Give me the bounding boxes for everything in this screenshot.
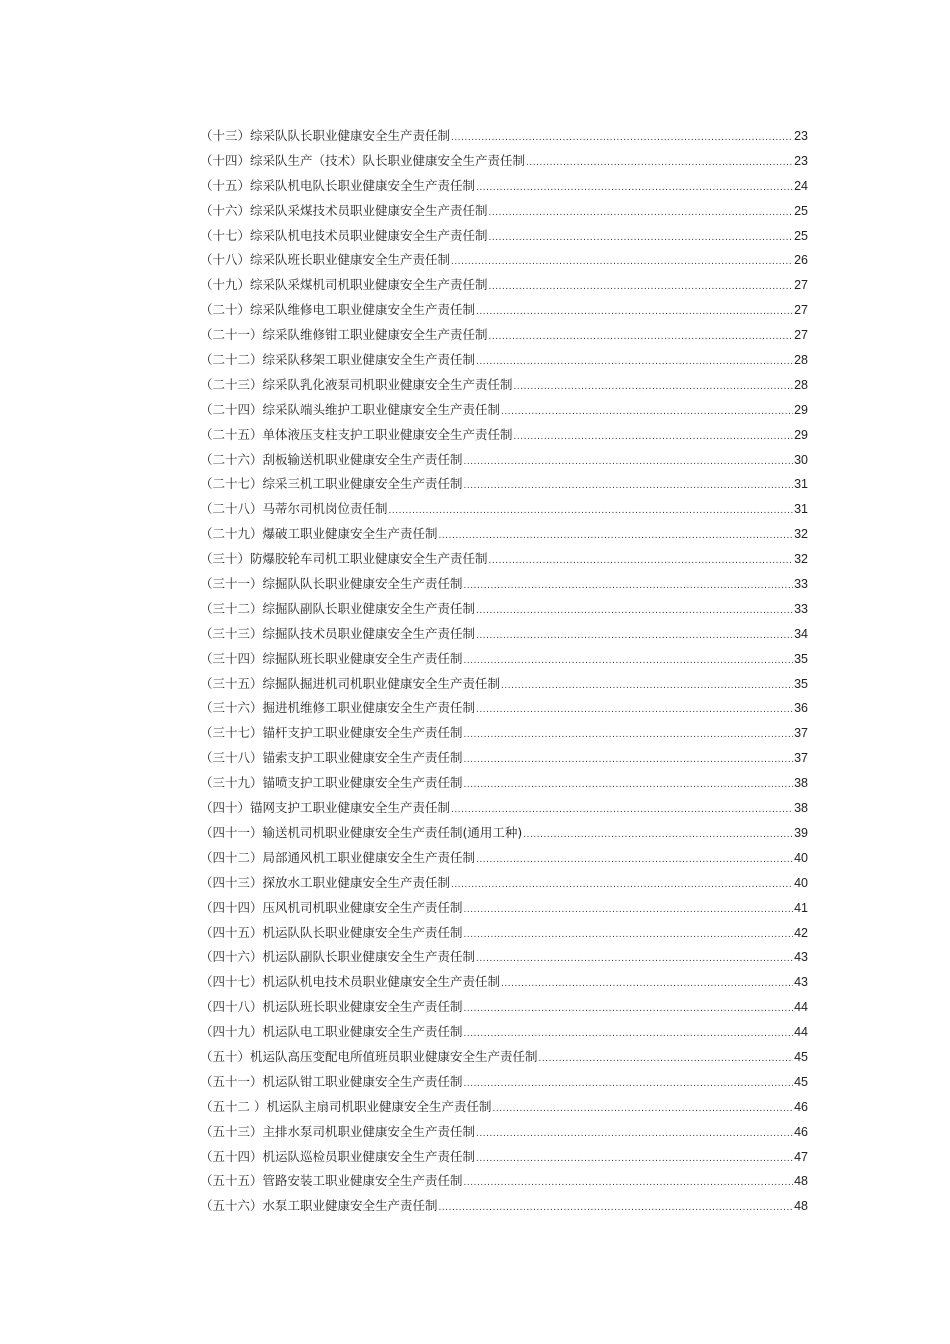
toc-entry[interactable] bbox=[200, 575, 808, 600]
toc-entry-page-number: 47 bbox=[794, 1149, 808, 1164]
toc-entry-page-number: 26 bbox=[794, 253, 808, 268]
toc-entry-title: （二十一）综采队维修钳工职业健康安全生产责任制 bbox=[200, 327, 488, 343]
toc-leader-dots bbox=[451, 253, 793, 271]
toc-entry-title: （四十三）探放水工职业健康安全生产责任制 bbox=[200, 874, 451, 890]
toc-entry-title: （三十九）锚喷支护工职业健康安全生产责任制 bbox=[200, 775, 463, 791]
toc-entry[interactable] bbox=[200, 251, 808, 276]
toc-leader-dots bbox=[489, 278, 794, 296]
toc-entry-title: （四十九）机运队电工职业健康安全生产责任制 bbox=[200, 1024, 463, 1040]
toc-leader-dots bbox=[476, 303, 793, 321]
toc-leader-dots bbox=[501, 975, 793, 993]
toc-entry-title: （二十七）综采三机工职业健康安全生产责任制 bbox=[200, 476, 463, 492]
toc-leader-dots bbox=[501, 403, 793, 421]
toc-entry-page-number: 37 bbox=[794, 726, 808, 741]
toc-leader-dots bbox=[464, 1075, 794, 1093]
toc-leader-dots bbox=[514, 428, 794, 446]
toc-leader-dots bbox=[476, 179, 793, 197]
toc-entry[interactable] bbox=[200, 650, 808, 675]
toc-entry[interactable] bbox=[200, 326, 808, 351]
toc-leader-dots bbox=[464, 1025, 794, 1043]
toc-entry-page-number: 46 bbox=[794, 1124, 808, 1139]
toc-entry-page-number: 36 bbox=[794, 701, 808, 716]
toc-entry-page-number: 29 bbox=[794, 427, 808, 442]
toc-entry-title: （三十一）综掘队队长职业健康安全生产责任制 bbox=[200, 576, 463, 592]
toc-entry-title: （三十）防爆胶轮车司机工职业健康安全生产责任制 bbox=[200, 551, 488, 567]
toc-entry[interactable] bbox=[200, 376, 808, 401]
toc-leader-dots bbox=[464, 926, 794, 944]
toc-entry-title: （四十六）机运队副队长职业健康安全生产责任制 bbox=[200, 949, 476, 965]
toc-entry-title: （五十四）机运队巡检员职业健康安全生产责任制 bbox=[200, 1148, 476, 1164]
toc-leader-dots bbox=[451, 129, 793, 147]
toc-entry-title: （五十三）主排水泵司机职业健康安全生产责任制 bbox=[200, 1123, 476, 1139]
toc-entry-page-number: 48 bbox=[794, 1199, 808, 1214]
toc-entry[interactable] bbox=[200, 475, 808, 500]
toc-entry[interactable] bbox=[200, 874, 808, 899]
toc-entry-title: （四十五）机运队队长职业健康安全生产责任制 bbox=[200, 924, 463, 940]
toc-entry[interactable] bbox=[200, 675, 808, 700]
toc-entry[interactable] bbox=[200, 202, 808, 227]
toc-leader-dots bbox=[476, 701, 793, 719]
toc-entry-title: （三十五）综掘队掘进机司机职业健康安全生产责任制 bbox=[200, 675, 501, 691]
toc-entry[interactable] bbox=[200, 426, 808, 451]
toc-entry-title: （三十二）综掘队副队长职业健康安全生产责任制 bbox=[200, 600, 476, 616]
toc-entry-page-number: 31 bbox=[794, 477, 808, 492]
toc-entry[interactable] bbox=[200, 774, 808, 799]
toc-entry-page-number: 43 bbox=[794, 950, 808, 965]
toc-leader-dots bbox=[464, 1174, 794, 1192]
toc-leader-dots bbox=[464, 577, 794, 595]
toc-leader-dots bbox=[476, 851, 793, 869]
toc-entry[interactable] bbox=[200, 301, 808, 326]
toc-entry-page-number: 31 bbox=[794, 502, 808, 517]
toc-entry-title: （五十）机运队高压变配电所值班员职业健康安全生产责任制 bbox=[200, 1048, 538, 1064]
toc-entry[interactable] bbox=[200, 276, 808, 301]
toc-entry[interactable] bbox=[200, 351, 808, 376]
toc-entry-page-number: 41 bbox=[794, 900, 808, 915]
toc-entry-page-number: 28 bbox=[794, 377, 808, 392]
toc-entry-title: （十八）综采队班长职业健康安全生产责任制 bbox=[200, 252, 451, 268]
toc-leader-dots bbox=[489, 229, 794, 247]
toc-entry[interactable] bbox=[200, 401, 808, 426]
toc-leader-dots bbox=[489, 552, 794, 570]
toc-entry-page-number: 25 bbox=[794, 228, 808, 243]
toc-entry-title: （二十八）马蒂尔司机岗位责任制 bbox=[200, 501, 388, 517]
toc-leader-dots bbox=[464, 726, 794, 744]
toc-leader-dots bbox=[464, 776, 794, 794]
toc-entry[interactable] bbox=[200, 625, 808, 650]
toc-entry-page-number: 35 bbox=[794, 651, 808, 666]
toc-leader-dots bbox=[439, 1199, 794, 1217]
toc-entry[interactable] bbox=[200, 1023, 808, 1048]
toc-entry-page-number: 42 bbox=[794, 925, 808, 940]
toc-entry-title: （三十六）掘进机维修工职业健康安全生产责任制 bbox=[200, 700, 476, 716]
toc-leader-dots bbox=[439, 527, 794, 545]
toc-leader-dots bbox=[492, 1100, 793, 1118]
toc-entry-page-number: 32 bbox=[794, 527, 808, 542]
toc-entry-title: （十九）综采队采煤机司机职业健康安全生产责任制 bbox=[200, 277, 488, 293]
toc-entry-page-number: 44 bbox=[794, 1000, 808, 1015]
toc-leader-dots bbox=[464, 477, 794, 495]
toc-leader-dots bbox=[389, 502, 794, 520]
toc-entry-page-number: 45 bbox=[794, 1049, 808, 1064]
toc-entry[interactable] bbox=[200, 500, 808, 525]
toc-entry[interactable] bbox=[200, 525, 808, 550]
toc-entry-page-number: 27 bbox=[794, 328, 808, 343]
toc-leader-dots bbox=[476, 353, 793, 371]
toc-entry-page-number: 38 bbox=[794, 801, 808, 816]
toc-entry-title: （五十二 ）机运队主扇司机职业健康安全生产责任制 bbox=[200, 1098, 492, 1114]
toc-leader-dots bbox=[451, 801, 793, 819]
toc-entry-page-number: 46 bbox=[794, 1099, 808, 1114]
toc-entry-page-number: 29 bbox=[794, 402, 808, 417]
toc-entry-page-number: 37 bbox=[794, 751, 808, 766]
toc-entry[interactable] bbox=[200, 1123, 808, 1148]
toc-leader-dots bbox=[489, 328, 794, 346]
toc-entry-title: （二十五）单体液压支柱支护工职业健康安全生产责任制 bbox=[200, 426, 513, 442]
toc-leader-dots bbox=[464, 751, 794, 769]
toc-entry-title: （二十二）综采队移架工职业健康安全生产责任制 bbox=[200, 352, 476, 368]
toc-entry-page-number: 48 bbox=[794, 1174, 808, 1189]
toc-entry-title: （四十一）输送机司机职业健康安全生产责任制(通用工种) bbox=[200, 824, 523, 840]
toc-entry[interactable] bbox=[200, 799, 808, 824]
toc-entry[interactable] bbox=[200, 924, 808, 949]
toc-leader-dots bbox=[476, 950, 793, 968]
toc-entry-title: （十五）综采队机电队长职业健康安全生产责任制 bbox=[200, 177, 476, 193]
toc-entry[interactable] bbox=[200, 227, 808, 252]
toc-leader-dots bbox=[489, 204, 794, 222]
toc-entry-title: （二十三）综采队乳化液泵司机职业健康安全生产责任制 bbox=[200, 376, 513, 392]
toc-entry-title: （五十一）机运队钳工职业健康安全生产责任制 bbox=[200, 1073, 463, 1089]
toc-entry[interactable] bbox=[200, 998, 808, 1023]
toc-entry-page-number: 40 bbox=[794, 850, 808, 865]
toc-entry-page-number: 38 bbox=[794, 776, 808, 791]
toc-entry-page-number: 33 bbox=[794, 577, 808, 592]
toc-entry-title: （四十七）机运队机电技术员职业健康安全生产责任制 bbox=[200, 974, 501, 990]
toc-entry[interactable] bbox=[200, 152, 808, 177]
toc-entry-page-number: 45 bbox=[794, 1074, 808, 1089]
toc-entry[interactable] bbox=[200, 1048, 808, 1073]
toc-entry[interactable] bbox=[200, 749, 808, 774]
toc-entry-page-number: 27 bbox=[794, 278, 808, 293]
toc-entry[interactable] bbox=[200, 824, 808, 849]
toc-entry-title: （十六）综采队采煤技术员职业健康安全生产责任制 bbox=[200, 202, 488, 218]
toc-entry[interactable] bbox=[200, 1073, 808, 1098]
toc-entry-page-number: 34 bbox=[794, 626, 808, 641]
toc-entry[interactable] bbox=[200, 948, 808, 973]
toc-entry[interactable] bbox=[200, 177, 808, 202]
toc-entry-title: （四十）锚网支护工职业健康安全生产责任制 bbox=[200, 800, 451, 816]
toc-entry-title: （三十四）综掘队班长职业健康安全生产责任制 bbox=[200, 650, 463, 666]
toc-entry[interactable] bbox=[200, 973, 808, 998]
toc-leader-dots bbox=[464, 1000, 794, 1018]
toc-leader-dots bbox=[501, 677, 793, 695]
toc-leader-dots bbox=[539, 1050, 794, 1068]
toc-leader-dots bbox=[476, 1125, 793, 1143]
toc-entry[interactable] bbox=[200, 1172, 808, 1197]
toc-entry-page-number: 44 bbox=[794, 1025, 808, 1040]
toc-entry-title: （三十八）锚索支护工职业健康安全生产责任制 bbox=[200, 750, 463, 766]
toc-entry-page-number: 32 bbox=[794, 552, 808, 567]
table-of-contents bbox=[200, 127, 808, 1222]
toc-entry-title: （二十）综采队维修电工职业健康安全生产责任制 bbox=[200, 302, 476, 318]
toc-entry-page-number: 43 bbox=[794, 975, 808, 990]
toc-entry-page-number: 23 bbox=[794, 129, 808, 143]
toc-entry-page-number: 40 bbox=[794, 875, 808, 890]
toc-entry[interactable] bbox=[200, 899, 808, 924]
toc-leader-dots bbox=[476, 627, 793, 645]
toc-entry[interactable] bbox=[200, 127, 808, 152]
toc-leader-dots bbox=[526, 154, 793, 172]
toc-leader-dots bbox=[514, 378, 794, 396]
toc-entry-page-number: 30 bbox=[794, 452, 808, 467]
toc-entry[interactable] bbox=[200, 451, 808, 476]
toc-entry[interactable] bbox=[200, 1197, 808, 1222]
toc-leader-dots bbox=[464, 901, 794, 919]
toc-entry-page-number: 25 bbox=[794, 203, 808, 218]
toc-entry-page-number: 35 bbox=[794, 676, 808, 691]
toc-entry-title: （十七）综采队机电技术员职业健康安全生产责任制 bbox=[200, 227, 488, 243]
toc-entry[interactable] bbox=[200, 1148, 808, 1173]
toc-entry-page-number: 28 bbox=[794, 353, 808, 368]
toc-entry-page-number: 39 bbox=[794, 825, 808, 840]
toc-entry-title: （四十八）机运队班长职业健康安全生产责任制 bbox=[200, 999, 463, 1015]
toc-entry-title: （三十三）综掘队技术员职业健康安全生产责任制 bbox=[200, 625, 476, 641]
toc-entry[interactable] bbox=[200, 699, 808, 724]
toc-entry[interactable] bbox=[200, 550, 808, 575]
toc-entry-title: （二十四）综采队端头维护工职业健康安全生产责任制 bbox=[200, 401, 501, 417]
toc-entry-title: （五十六）水泵工职业健康安全生产责任制 bbox=[200, 1198, 438, 1214]
toc-entry[interactable] bbox=[200, 1098, 808, 1123]
toc-leader-dots bbox=[523, 826, 793, 844]
toc-entry-title: （十三）综采队队长职业健康安全生产责任制 bbox=[200, 128, 451, 143]
toc-leader-dots bbox=[476, 602, 793, 620]
toc-entry-title: （四十二）局部通风机工职业健康安全生产责任制 bbox=[200, 849, 476, 865]
toc-leader-dots bbox=[476, 1150, 793, 1168]
toc-entry-page-number: 33 bbox=[794, 601, 808, 616]
toc-entry-title: （二十六）刮板输送机职业健康安全生产责任制 bbox=[200, 451, 463, 467]
toc-entry[interactable] bbox=[200, 600, 808, 625]
toc-entry-page-number: 23 bbox=[794, 153, 808, 168]
toc-leader-dots bbox=[451, 876, 793, 894]
toc-leader-dots bbox=[464, 652, 794, 670]
toc-leader-dots bbox=[464, 453, 794, 471]
toc-entry-page-number: 27 bbox=[794, 303, 808, 318]
toc-entry-page-number: 24 bbox=[794, 178, 808, 193]
toc-entry-title: （五十五）管路安装工职业健康安全生产责任制 bbox=[200, 1173, 463, 1189]
toc-entry[interactable] bbox=[200, 724, 808, 749]
toc-entry-title: （二十九）爆破工职业健康安全生产责任制 bbox=[200, 526, 438, 542]
toc-entry[interactable] bbox=[200, 849, 808, 874]
toc-entry-title: （十四）综采队生产（技术）队长职业健康安全生产责任制 bbox=[200, 152, 526, 168]
toc-entry-title: （三十七）锚杆支护工职业健康安全生产责任制 bbox=[200, 725, 463, 741]
toc-entry-title: （四十四）压风机司机职业健康安全生产责任制 bbox=[200, 899, 463, 915]
